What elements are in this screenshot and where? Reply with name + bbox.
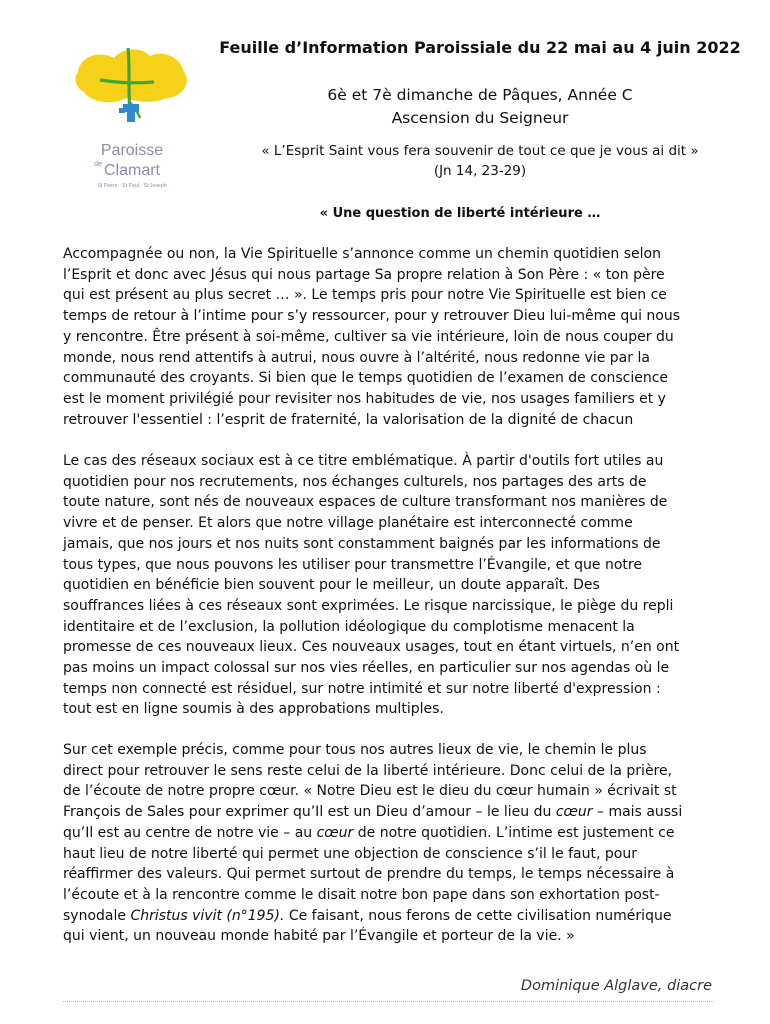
text-line: communauté des croyants. Si bien que le temps quotidien de l’examen de conscience bbox=[63, 370, 669, 387]
text-line: tous types, que nous pouvons les utiliser pour transmettre l’Évangile, et que notre bbox=[63, 556, 642, 573]
parish-logo bbox=[70, 42, 200, 202]
text-line: monde, nous rend attentifs à autrui, nous ouvre à l’altérité, nous redonne vie par la bbox=[63, 349, 650, 366]
text-line: de l’écoute de notre propre cœur. « Notre Dieu est le dieu du cœur humain » écrivait st bbox=[63, 783, 677, 800]
text-line bbox=[63, 802, 713, 823]
editorial-title: « Une question de liberté intérieure … bbox=[319, 206, 601, 221]
text-line: vivre et de penser. Et alors que notre village planétaire est interconnecté comme bbox=[63, 515, 633, 532]
paragraph-3 bbox=[63, 740, 713, 947]
text-line: tout est en ligne soumis à des approbations multiples. bbox=[63, 701, 444, 718]
text-line: qui vient, un nouveau monde habité par l’Évangile et porteur de la vie. » bbox=[63, 928, 575, 945]
text-line: promesse de ces nouveaux lieux. Ces nouveaux usages, tout en étant virtuels, n’en ont bbox=[63, 639, 680, 656]
text-line: toute nature, sont nés de nouveaux espaces de culture transformant nos manières de bbox=[63, 494, 668, 511]
logo-text-paroisse: Paroisse bbox=[100, 142, 164, 159]
emphasis-text: cœur bbox=[555, 804, 593, 821]
text-line: temps non connecté est résiduel, sur notre intimité et sur notre liberté d'expression : bbox=[63, 680, 661, 697]
liturgical-feast: Ascension du Seigneur bbox=[391, 109, 569, 127]
text-line: quotidien en bénéficie bien souvent pour le meilleur, un doute apparaît. Des bbox=[63, 577, 600, 594]
text-line: retrouver l'essentiel : l’esprit de fraternité, la valorisation de la dignité de chacun bbox=[63, 411, 634, 428]
gospel-quote: « L’Esprit Saint vous fera souvenir de tout ce que je vous ai dit » bbox=[261, 143, 699, 159]
paragraph-2 bbox=[63, 451, 713, 720]
logo-yellow-flower bbox=[76, 49, 187, 102]
text-line: Accompagnée ou non, la Vie Spirituelle s’annonce comme un chemin quotidien selon bbox=[63, 246, 661, 262]
text-segment: François de Sales pour exprimer qu’Il est un Dieu d’amour – le lieu du bbox=[63, 804, 556, 821]
signature: Dominique Alglave, diacre bbox=[520, 978, 712, 994]
text-line: direct pour retrouver le sens reste celui de la liberté intérieure. Donc celui de la prière, bbox=[63, 762, 673, 779]
liturgical-sunday: 6è et 7è dimanche de Pâques, Année C bbox=[327, 86, 633, 104]
logo-text-de: de bbox=[94, 161, 102, 168]
text-line: qui est présent au plus secret … ». Le temps pris pour notre Vie Spirituelle est bien ce bbox=[63, 287, 667, 304]
logo-blue-cross bbox=[119, 104, 139, 122]
bulletin-title: Feuille d’Information Paroissiale du 22 mai au 4 juin 2022 bbox=[219, 38, 741, 57]
text-segment: de notre quotidien. L’intime est justement ce bbox=[353, 824, 675, 841]
text-line bbox=[63, 906, 713, 927]
logo-tagline: St Pierre · St Paul · St Joseph bbox=[97, 183, 167, 189]
text-line: temps de retour à l’intime pour s’y ressourcer, pour y retrouver Dieu lui-même qui nous bbox=[63, 308, 681, 325]
text-line: pas moins un impact colossal sur nos vies réelles, en particulier sur nos agendas où le bbox=[63, 660, 670, 677]
text-line: jamais, que nos jours et nos nuits sont constamment baignés par les informations de bbox=[63, 535, 661, 552]
text-line: l’écoute et à la rencontre comme le disait notre bon pape dans son exhortation post- bbox=[63, 886, 660, 903]
text-line: l’Esprit et donc avec Jésus qui nous partage Sa propre relation à Son Père : « ton père bbox=[63, 266, 665, 283]
text-line: réaffirmer des valeurs. Qui permet surtout de prendre du temps, le temps nécessaire à bbox=[63, 866, 675, 883]
text-line: y rencontre. Être présent à soi-même, cultiver sa vie intérieure, loin de nous couper du bbox=[63, 328, 674, 345]
text-line: souffrances liées à ces réseaux sont exprimées. Le risque narcissique, le piège du repli bbox=[63, 597, 674, 614]
bottom-divider bbox=[63, 1001, 714, 1002]
text-line: quotidien pour nos recrutements, nos échanges culturels, nos partages des arts de bbox=[63, 473, 647, 490]
text-line: identitaire et de l’exclusion, la pollution idéologique du complotisme menacent la bbox=[63, 618, 635, 635]
text-line: haut lieu de notre liberté qui permet une objection de conscience s’il le faut, pour bbox=[63, 845, 637, 862]
text-segment: qu’Il est au centre de notre vie – au bbox=[63, 824, 317, 841]
text-line: Le cas des réseaux sociaux est à ce titre emblématique. À partir d'outils fort utiles au bbox=[63, 453, 664, 469]
emphasis-text: Christus vivit (n°195). bbox=[130, 907, 285, 924]
text-segment: Ce faisant, nous ferons de cette civilisation numérique bbox=[284, 907, 672, 924]
text-line: est le moment privilégié pour revisiter nos habitudes de vie, nos usages familiers et y bbox=[63, 390, 666, 407]
text-segment: synodale bbox=[63, 907, 131, 924]
gospel-reference: (Jn 14, 23-29) bbox=[433, 163, 527, 179]
emphasis-text: cœur bbox=[316, 824, 354, 841]
text-segment: – mais aussi bbox=[592, 804, 683, 821]
text-line bbox=[63, 823, 713, 844]
logo-text-clamart: Clamart bbox=[103, 162, 161, 179]
paragraph-1 bbox=[63, 244, 713, 430]
text-line: Sur cet exemple précis, comme pour tous nos autres lieux de vie, le chemin le plus bbox=[63, 742, 647, 758]
